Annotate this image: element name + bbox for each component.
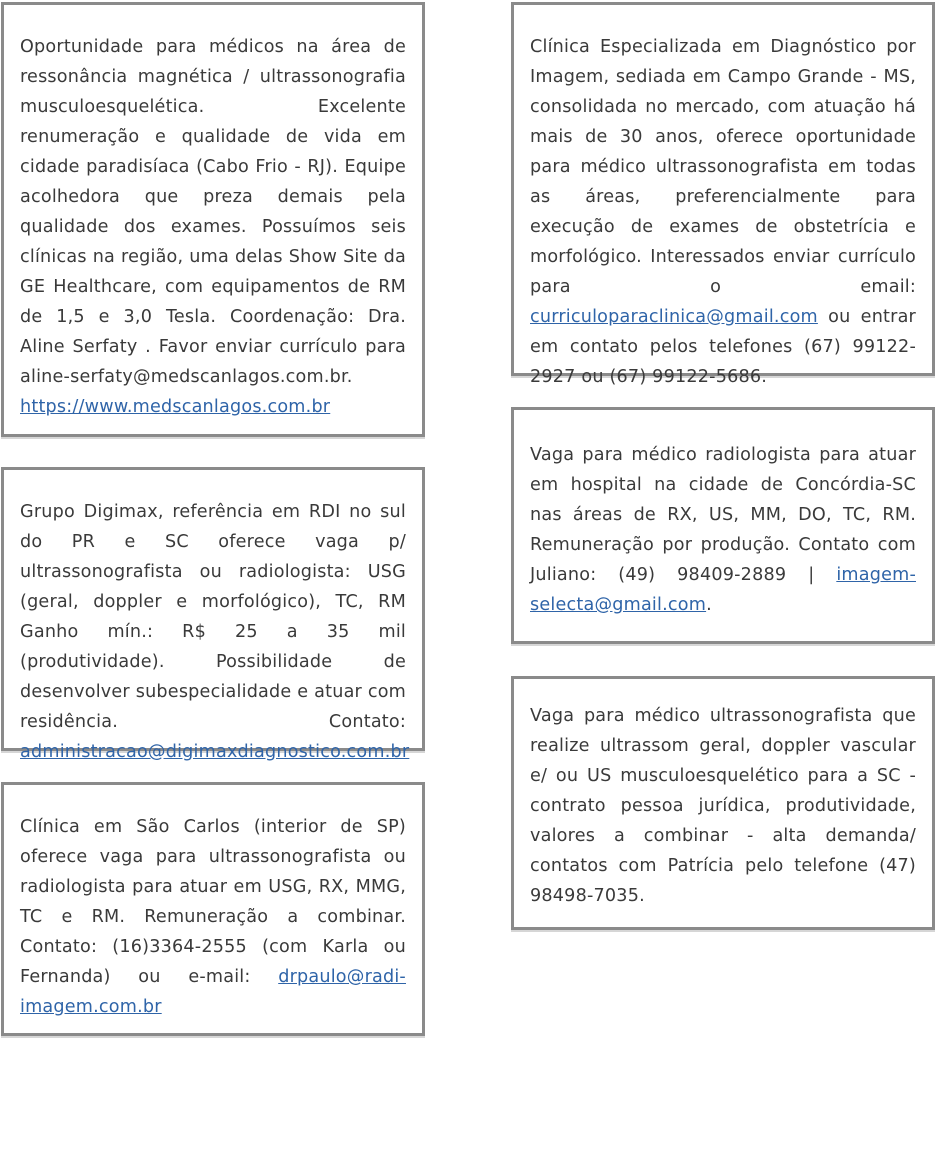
ad-body: Grupo Digimax, referência em RDI no sul do PR e SC oferece vaga p/ ultrassonografista ou radiologista: USG (geral, doppler e morfológico), TC, RM Ganho mín.: R$ 25 a 35 mil (produtividade). Possibilidade de desenvolver subespecialidade e atuar com residência. Contato: <box>20 502 406 732</box>
ad-text <box>20 497 410 767</box>
job-ad-digimax <box>1 467 425 762</box>
ad-tail: ou entrar em contato pelos telefones (67) 99122-2927 ou (67) 99122-5686. <box>530 307 916 387</box>
ad-body: Oportunidade para médicos na área de ressonância magnética / ultrassonografia musculoesquelética. Excelente renumeração e qualidade de vida em cidade paradisíaca (Cabo Frio - RJ). Equipe acolhedora que preza demais pela qualidade dos exames. Possuímos seis clínicas na região, uma delas Show Site da GE Healthcare, com equipamentos de RM de 1,5 e 3,0 Tesla. Coordenação: Dra. Aline Serfaty . Favor enviar currículo para aline-serfaty@medscanlagos.com.br. <box>20 37 406 387</box>
ad-body: Clínica Especializada em Diagnóstico por Imagem, sediada em Campo Grande - MS, consolidada no mercado, com atuação há mais de 30 anos, oferece oportunidade para médico ultrassonografista em todas as áreas, preferencialmente para execução de exames de obstetrícia e morfológico. Interessados enviar currículo para o email: <box>530 37 916 297</box>
email-link[interactable]: curriculoparaclinica@gmail.com <box>530 307 818 327</box>
ad-text <box>20 32 406 422</box>
ad-text <box>530 32 916 392</box>
ad-text <box>530 440 916 620</box>
ad-tail: . <box>706 595 712 615</box>
website-link[interactable]: https://www.medscanlagos.com.br <box>20 397 331 417</box>
job-ad-medscan <box>1 2 425 437</box>
ad-body: Vaga para médico ultrassonografista que realize ultrassom geral, doppler vascular e/ ou US musculoesquelético para a SC - contrato pessoa jurídica, produtividade, valores a combinar - alta demanda/ contatos com Patrícia pelo telefone (47) 98498-7035. <box>530 706 916 906</box>
ad-body: Vaga para médico radiologista para atuar em hospital na cidade de Concórdia-SC nas áreas de RX, US, MM, DO, TC, RM. Remuneração por produção. Contato com Juliano: (49) 98409-2889 | <box>530 445 916 585</box>
job-ad-concordia <box>511 407 935 644</box>
ad-text <box>20 812 406 1022</box>
email-link[interactable]: drpaulo@radi-imagem.com.br <box>20 967 406 1017</box>
job-ad-sc-ultrassom <box>511 676 935 930</box>
email-link[interactable]: administracao@digimaxdiagnostico.com.br <box>20 742 410 762</box>
job-ad-sao-carlos <box>1 782 425 1036</box>
ad-text <box>530 701 916 911</box>
job-ad-campo-grande <box>511 2 935 387</box>
email-link[interactable]: imagem-selecta@gmail.com <box>530 565 916 615</box>
ad-body: Clínica em São Carlos (interior de SP) oferece vaga para ultrassonografista ou radiologista para atuar em USG, RX, MMG, TC e RM. Remuneração a combinar. Contato: (16)3364-2555 (com Karla ou Fernanda) ou e-mail: <box>20 817 406 987</box>
